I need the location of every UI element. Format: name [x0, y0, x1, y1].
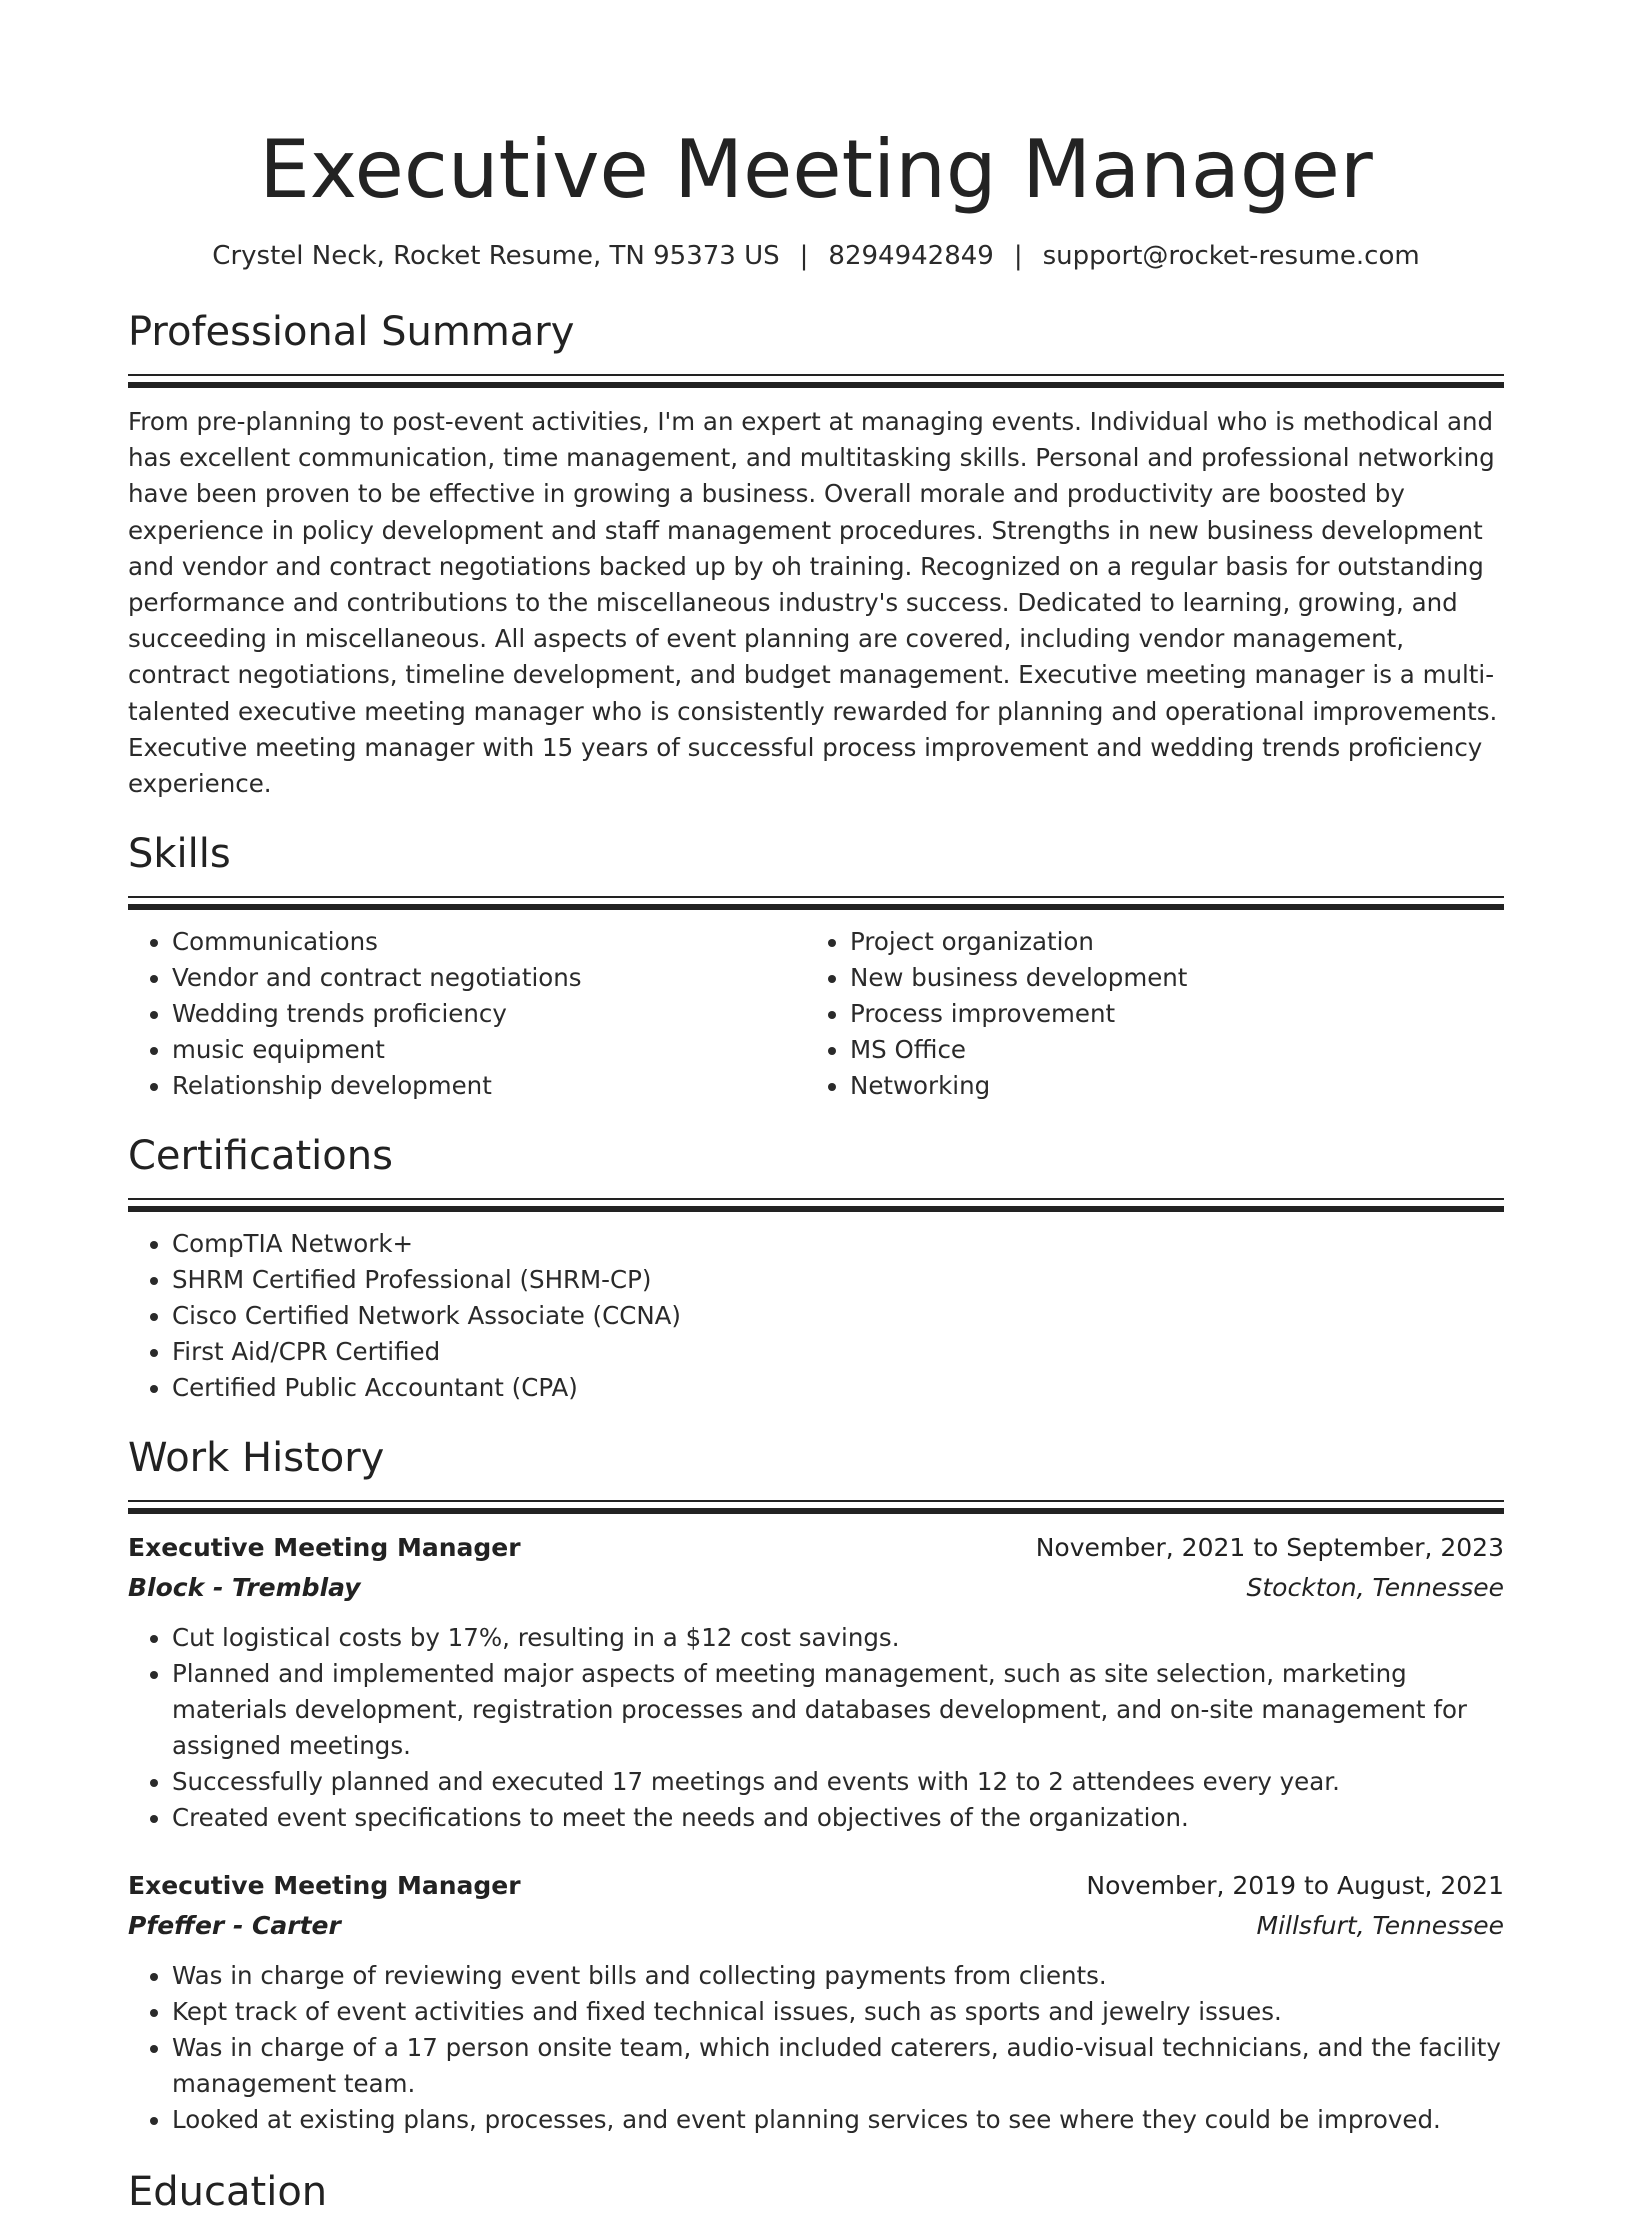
job-title: Executive Meeting Manager	[128, 1533, 521, 1563]
job-header	[128, 1866, 1504, 1906]
summary-heading: Professional Summary	[128, 309, 575, 355]
contact-email: support@rocket-resume.com	[1042, 241, 1420, 271]
certifications-list	[128, 1226, 1504, 1406]
job-location: Stockton, Tennessee	[1246, 1573, 1504, 1603]
job-bullets	[128, 1620, 1504, 1836]
skill-item: • Vendor and contract negotiations	[172, 960, 806, 996]
skill-item: • Networking	[850, 1068, 1484, 1104]
certification-item: • Certified Public Accountant (CPA)	[172, 1370, 1504, 1406]
resume-page	[128, 0, 1504, 2218]
job-bullet: • Created event specifications to meet the needs and objectives of the organization.	[172, 1800, 1504, 1836]
certification-item: • Cisco Certified Network Associate (CCNA)	[172, 1298, 1504, 1334]
section-divider	[128, 1500, 1504, 1502]
skill-item: • music equipment	[172, 1032, 806, 1068]
skill-item: • Relationship development	[172, 1068, 806, 1104]
resume-title: Executive Meeting Manager	[259, 123, 1373, 216]
job-entry	[128, 1528, 1504, 1836]
skill-item: • New business development	[850, 960, 1484, 996]
skill-item: • MS Office	[850, 1032, 1484, 1068]
job-bullet: • Planned and implemented major aspects of meeting management, such as site selection, marketing materials development, registration processes and databases development, and on-site management for assigned meetings.	[172, 1656, 1504, 1764]
job-header	[128, 1528, 1504, 1568]
education-heading: Education	[128, 2169, 328, 2216]
contact-separator: |	[799, 241, 809, 271]
job-subheader	[128, 1568, 1504, 1608]
section-divider-thick	[128, 1206, 1504, 1212]
contact-phone: 8294942849	[828, 241, 994, 271]
job-bullet: • Was in charge of reviewing event bills and collecting payments from clients.	[172, 1958, 1504, 1994]
contact-address: Crystel Neck, Rocket Resume, TN 95373 US	[212, 241, 780, 271]
skills-column-right	[806, 924, 1484, 1104]
certifications-heading: Certifications	[128, 1133, 393, 1180]
work-history-heading: Work History	[128, 1435, 385, 1482]
job-title: Executive Meeting Manager	[128, 1871, 521, 1901]
certification-item: • CompTIA Network+	[172, 1226, 1504, 1262]
job-bullet: • Was in charge of a 17 person onsite team, which included caterers, audio-visual technicians, and the facility management team.	[172, 2030, 1504, 2102]
job-bullets	[128, 1958, 1504, 2138]
job-company: Block - Tremblay	[128, 1573, 361, 1603]
job-bullet: • Looked at existing plans, processes, and event planning services to see where they could be improved.	[172, 2102, 1504, 2138]
section-divider	[128, 896, 1504, 898]
job-bullet: • Kept track of event activities and fixed technical issues, such as sports and jewelry issues.	[172, 1994, 1504, 2030]
skills-heading: Skills	[128, 831, 231, 878]
job-dates: November, 2021 to September, 2023	[1035, 1533, 1504, 1563]
job-bullet: • Successfully planned and executed 17 meetings and events with 12 to 2 attendees every year.	[172, 1764, 1504, 1800]
skills-columns	[128, 924, 1504, 1104]
summary-text: From pre-planning to post-event activities, I'm an expert at managing events. Individual who is methodical and has excellent communication, time management, and multitasking skills. Personal and professional networking have been proven to be effective in growing a business. Overall morale and productivity are boosted by experience in policy development and staff management procedures. Strengths in new business development and vendor and contract negotiations backed up by oh training. Recognized on a regular basis for outstanding performance and contributions to the miscellaneous industry's success. Dedicated to learning, growing, and succeeding in miscellaneous. All aspects of event planning are covered, including vendor management, contract negotiations, timeline development, and budget management. Executive meeting manager is a multi-talented executive meeting manager who is consistently rewarded for planning and operational improvements. Executive meeting manager with 15 years of successful process improvement and wedding trends proficiency experience.	[128, 407, 1498, 799]
job-entry	[128, 1866, 1504, 2138]
job-company: Pfeffer - Carter	[128, 1911, 341, 1941]
skill-item: • Project organization	[850, 924, 1484, 960]
job-dates: November, 2019 to August, 2021	[1086, 1871, 1504, 1901]
section-divider	[128, 374, 1504, 376]
skill-item: • Wedding trends proficiency	[172, 996, 806, 1032]
skills-section	[128, 828, 1504, 1104]
summary-section	[128, 306, 1504, 802]
job-location: Millsfurt, Tennessee	[1256, 1911, 1504, 1941]
section-divider-thick	[128, 904, 1504, 910]
certification-item: • First Aid/CPR Certified	[172, 1334, 1504, 1370]
section-divider-thick	[128, 1508, 1504, 1514]
education-section	[128, 2166, 1504, 2218]
certification-item: • SHRM Certified Professional (SHRM-CP)	[172, 1262, 1504, 1298]
certifications-section	[128, 1130, 1504, 1406]
skill-item: • Communications	[172, 924, 806, 960]
work-history-section	[128, 1432, 1504, 2138]
contact-line	[128, 238, 1504, 274]
skill-item: • Process improvement	[850, 996, 1484, 1032]
job-subheader	[128, 1906, 1504, 1946]
skills-column-left	[128, 924, 806, 1104]
section-divider	[128, 1198, 1504, 1200]
contact-separator: |	[1013, 241, 1023, 271]
section-divider-thick	[128, 382, 1504, 388]
job-bullet: • Cut logistical costs by 17%, resulting in a $12 cost savings.	[172, 1620, 1504, 1656]
